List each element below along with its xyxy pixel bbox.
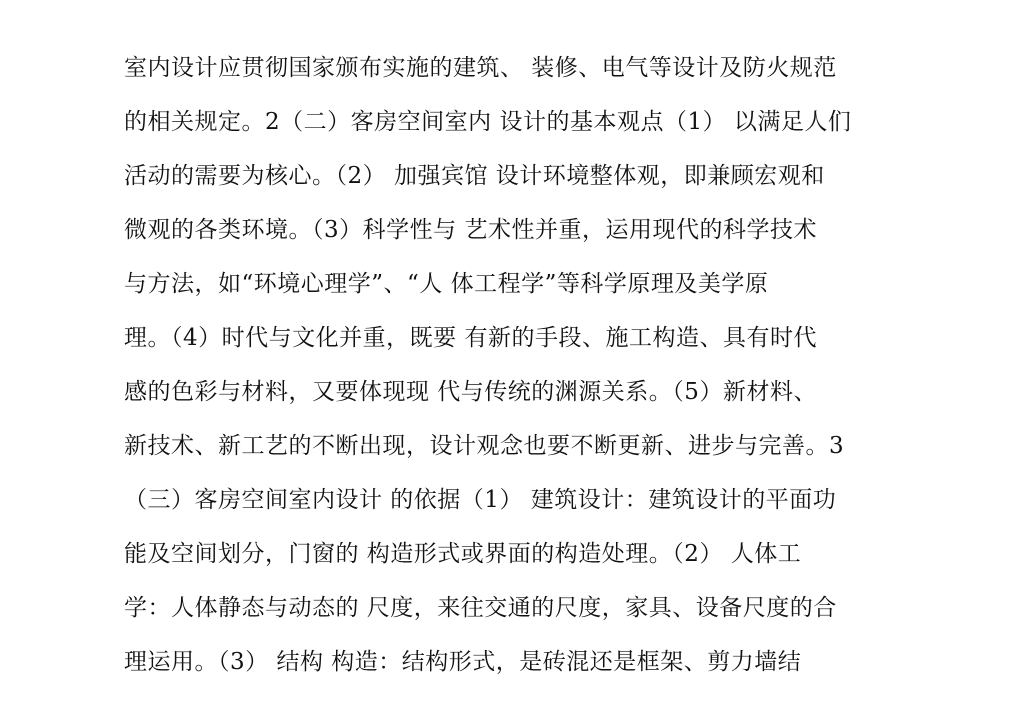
text-line-6: 理。（4）时代与文化并重，既要 有新的手段、施工构造、具有时代 xyxy=(124,325,817,351)
text-line-8: 新技术、新工艺的不断出现，设计观念也要不断更新、进步与完善。3 xyxy=(124,433,845,459)
text-line-2: 的相关规定。2（二）客房空间室内 设计的基本观点（1） 以满足人们 xyxy=(124,109,852,135)
text-line-9: （三）客房空间室内设计 的依据（1） 建筑设计：建筑设计的平面功 xyxy=(124,487,837,513)
text-line-7: 感的色彩与材料，又要体现现 代与传统的渊源关系。（5）新材料、 xyxy=(124,379,817,405)
text-line-1: 室内设计应贯彻国家颁布实施的建筑、 装修、电气等设计及防火规范 xyxy=(124,55,837,81)
text-line-5: 与方法，如“环境心理学”、“人 体工程学”等科学原理及美学原 xyxy=(124,271,769,297)
text-line-3: 活动的需要为核心。（2） 加强宾馆 设计环境整体观，即兼顾宏观和 xyxy=(124,163,825,189)
text-line-11: 学：人体静态与动态的 尺度，来往交通的尺度，家具、设备尺度的合 xyxy=(124,595,837,621)
text-line-12: 理运用。（3） 结构 构造：结构形式，是砖混还是框架、剪力墙结 xyxy=(124,649,802,675)
text-line-10: 能及空间划分，门窗的 构造形式或界面的构造处理。（2） 人体工 xyxy=(124,541,802,567)
text-line-4: 微观的各类环境。（3）科学性与 艺术性并重，运用现代的科学技术 xyxy=(124,217,817,243)
